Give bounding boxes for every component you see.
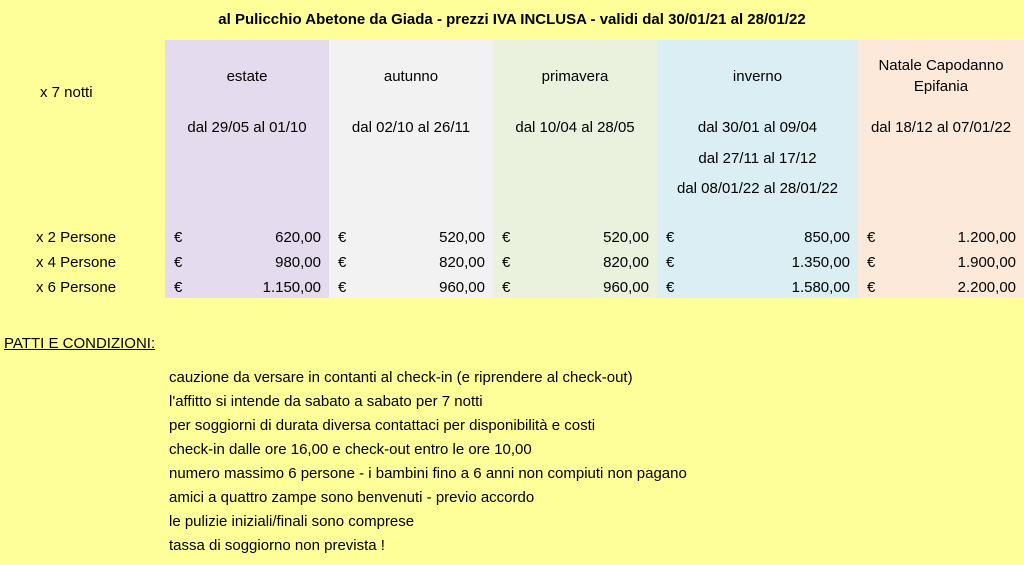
conditions-title: PATTI E CONDIZIONI: [4,335,156,352]
currency-symbol: € [174,254,183,271]
season-name: Natale Capodanno Epifania [878,57,1004,95]
season-date-range: dal 29/05 al 01/10 [187,119,307,136]
price-amount: 520,00 [603,229,649,246]
currency-symbol: € [867,279,876,296]
row-label-6-persons: x 6 Persone [36,279,117,296]
currency-symbol: € [174,229,183,246]
price-amount: 820,00 [603,254,649,271]
condition-item: l'affitto si intende da sabato a sabato per 7 notti [169,393,483,410]
condition-item: tassa di soggiorno non prevista ! [169,537,385,554]
currency-symbol: € [502,254,511,271]
price-amount: 1.350,00 [791,254,850,271]
price-amount: 820,00 [439,254,485,271]
season-column-primavera [493,40,657,298]
season-column-natale-capodanno-epifania [858,40,1024,298]
currency-symbol: € [338,229,347,246]
condition-item: check-in dalle ore 16,00 e check-out entro le ore 10,00 [169,441,532,458]
price-cell [329,225,493,250]
season-dates [858,113,1024,144]
price-cell [493,225,657,250]
currency-symbol: € [502,229,511,246]
season-date-range: dal 27/11 al 17/12 [698,149,817,167]
price-amount: 960,00 [603,279,649,296]
season-dates [329,113,493,144]
condition-item: amici a quattro zampe sono benvenuti - previo accordo [169,489,535,506]
condition-item: le pulizie iniziali/finali sono comprese [169,513,415,530]
season-name: inverno [732,67,783,85]
currency-symbol: € [666,229,675,246]
price-cell [657,250,858,275]
price-amount: 1.900,00 [957,254,1016,271]
price-cell [493,250,657,275]
price-cell [165,275,329,300]
price-amount: 1.200,00 [957,229,1016,246]
currency-symbol: € [174,279,183,296]
currency-symbol: € [338,254,347,271]
price-amount: 960,00 [439,279,485,296]
season-name: estate [226,67,268,85]
season-date-range: dal 30/01 al 09/04 [697,119,818,136]
condition-item: per soggiorni di durata diversa contattaci per disponibilità e costi [169,417,596,434]
season-date-range: dal 10/04 al 28/05 [515,119,635,136]
row-label-4-persons: x 4 Persone [36,254,117,271]
price-cell [165,225,329,250]
price-cell [858,225,1024,250]
price-amount: 2.200,00 [957,279,1016,296]
season-column-autunno [329,40,493,298]
season-date-range: dal 08/01/22 al 28/01/22 [677,180,838,197]
price-amount: 620,00 [275,229,321,246]
row-label-2-persons: x 2 Persone [36,229,117,246]
currency-symbol: € [666,279,675,296]
price-amount: 850,00 [804,229,850,246]
season-date-range: dal 02/10 al 26/11 [351,119,471,136]
condition-item: cauzione da versare in contanti al check-in (e riprendere al check-out) [169,369,633,386]
condition-item: numero massimo 6 persone - i bambini fino a 6 anni non compiuti non pagano [169,465,687,482]
nights-label: x 7 notti [40,84,93,101]
price-cell [657,275,858,300]
price-amount: 1.580,00 [791,279,850,296]
price-amount: 520,00 [439,229,485,246]
season-date-range: dal 18/12 al 07/01/22 [870,119,1012,136]
price-cell [858,275,1024,300]
season-dates [493,113,657,144]
price-cell [329,250,493,275]
price-amount: 1.150,00 [262,279,321,296]
currency-symbol: € [867,254,876,271]
currency-symbol: € [666,254,675,271]
season-column-estate [165,40,329,298]
page-title: al Pulicchio Abetone da Giada - prezzi IVA INCLUSA - validi dal 30/01/21 al 28/01/22 [218,11,806,28]
season-dates [165,113,329,144]
season-column-inverno [657,40,858,298]
price-cell [657,225,858,250]
price-cell [858,250,1024,275]
conditions-list [169,366,687,558]
price-cell [493,275,657,300]
price-cell [329,275,493,300]
season-name: primavera [541,67,609,85]
currency-symbol: € [338,279,347,296]
price-cell [165,250,329,275]
season-dates [657,113,858,205]
price-amount: 980,00 [275,254,321,271]
currency-symbol: € [502,279,511,296]
season-name: autunno [383,67,439,85]
currency-symbol: € [867,229,876,246]
